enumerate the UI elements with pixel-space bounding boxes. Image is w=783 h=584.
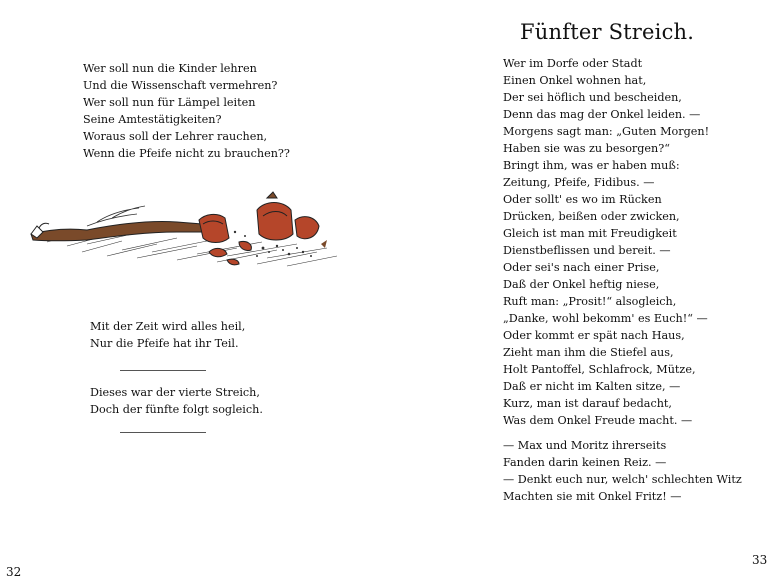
verse-line: Haben sie was zu besorgen?“ xyxy=(503,142,670,155)
verse-line: Dieses war der vierte Streich, xyxy=(90,386,260,399)
divider-rule xyxy=(120,432,206,433)
verse-line: Oder kommt er spät nach Haus, xyxy=(503,329,685,342)
left-stanza-2 xyxy=(90,318,245,352)
verse-line: Denn das mag der Onkel leiden. — xyxy=(503,108,701,121)
verse-line: Wenn die Pfeife nicht zu brauchen?? xyxy=(83,147,290,160)
divider-rule xyxy=(120,370,206,371)
verse-line: Zieht man ihm die Stiefel aus, xyxy=(503,346,674,359)
verse-line: Drücken, beißen oder zwicken, xyxy=(503,210,680,223)
verse-line: Und die Wissenschaft vermehren? xyxy=(83,79,278,92)
pipe-stem-icon xyxy=(31,206,202,241)
page-number-right: 33 xyxy=(752,553,768,567)
verse-line: Nur die Pfeife hat ihr Teil. xyxy=(90,337,239,350)
verse-line: Daß der Onkel heftig niese, xyxy=(503,278,660,291)
right-page xyxy=(392,0,783,584)
right-stanza-1 xyxy=(503,55,709,429)
left-stanza-1 xyxy=(83,60,290,162)
verse-line: Morgens sagt man: „Guten Morgen! xyxy=(503,125,710,138)
broken-pipe-illustration xyxy=(27,186,355,276)
verse-line: Ruft man: „Prosit!“ alsogleich, xyxy=(503,295,677,308)
verse-line: — Max und Moritz ihrerseits xyxy=(503,439,667,452)
left-stanza-3 xyxy=(90,384,263,418)
verse-line: Doch der fünfte folgt sogleich. xyxy=(90,403,263,416)
chapter-title: Fünfter Streich. xyxy=(520,20,695,44)
verse-line: Bringt ihm, was er haben muß: xyxy=(503,159,680,172)
verse-line: — Denkt euch nur, welch' schlechten Witz xyxy=(503,473,742,486)
right-stanza-2 xyxy=(503,437,742,505)
verse-line: Fanden darin keinen Reiz. — xyxy=(503,456,667,469)
verse-line: Wer soll nun für Lämpel leiten xyxy=(83,96,256,109)
verse-line: Mit der Zeit wird alles heil, xyxy=(90,320,246,333)
verse-line: Dienstbeflissen und bereit. — xyxy=(503,244,671,257)
verse-line: Wer soll nun die Kinder lehren xyxy=(83,62,257,75)
verse-line: Daß er nicht im Kalten sitze, — xyxy=(503,380,681,393)
verse-line: Zeitung, Pfeife, Fidibus. — xyxy=(503,176,655,189)
verse-line: Oder sollt' es wo im Rücken xyxy=(503,193,662,206)
verse-line: Der sei höflich und bescheiden, xyxy=(503,91,682,104)
verse-line: Woraus soll der Lehrer rauchen, xyxy=(83,130,268,143)
verse-line: Kurz, man ist darauf bedacht, xyxy=(503,397,672,410)
verse-line: Gleich ist man mit Freudigkeit xyxy=(503,227,677,240)
verse-line: „Danke, wohl bekomm' es Euch!“ — xyxy=(503,312,708,325)
verse-line: Machten sie mit Onkel Fritz! — xyxy=(503,490,682,503)
verse-line: Wer im Dorfe oder Stadt xyxy=(503,57,643,70)
verse-line: Seine Amtestätigkeiten? xyxy=(83,113,222,126)
verse-line: Einen Onkel wohnen hat, xyxy=(503,74,647,87)
verse-line: Holt Pantoffel, Schlafrock, Mütze, xyxy=(503,363,696,376)
page-number-left: 32 xyxy=(6,565,22,579)
verse-line: Oder sei's nach einer Prise, xyxy=(503,261,660,274)
verse-line: Was dem Onkel Freude macht. — xyxy=(503,414,693,427)
